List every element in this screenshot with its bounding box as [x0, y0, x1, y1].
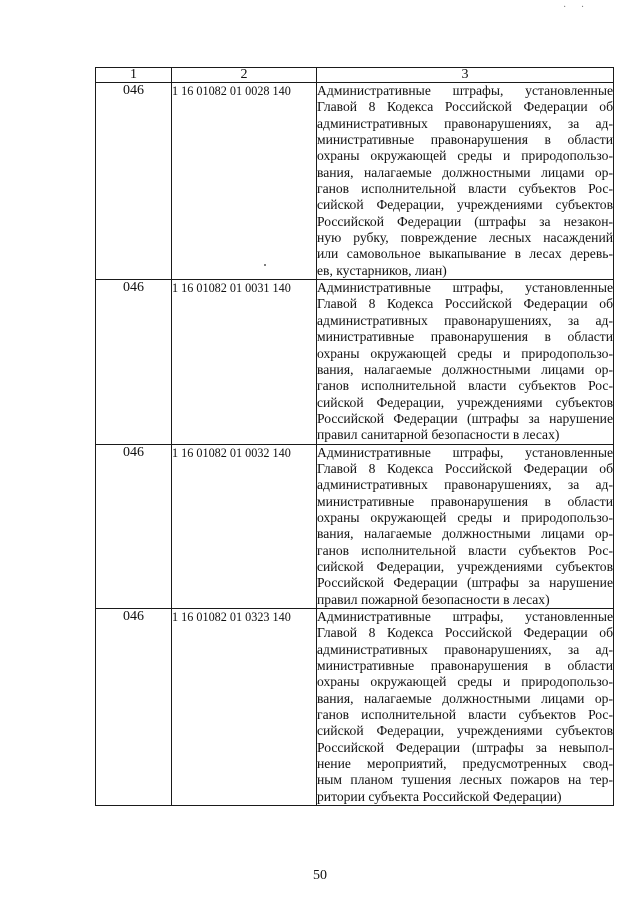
table-row	[96, 444, 614, 608]
description-line: сийской Федерации, учреждениями субъектов	[317, 394, 613, 410]
description-line: ганов исполнительной власти субъектов Рос-	[317, 542, 613, 558]
description-line: сийской Федерации, учреждениями субъектов	[317, 558, 613, 574]
description-line: Административные штрафы, установленные	[317, 83, 613, 98]
description-line: правил санитарной безопасности в лесах)	[317, 427, 560, 443]
description-line: ев, кустарников, лиан)	[317, 262, 447, 278]
description-line: Главой 8 Кодекса Российской Федерации об	[317, 460, 613, 476]
budget-code-cell: 1 16 01082 01 0031 140	[172, 280, 317, 444]
description-line: охраны окружающей среды и природопользо-	[317, 674, 613, 690]
description-line: вания, налагаемые должностными лицами ор-	[317, 690, 613, 706]
budget-code-cell: 1 16 01082 01 0032 140	[172, 444, 317, 608]
description-line: Административные штрафы, установленные	[317, 280, 613, 296]
table-header-row	[96, 68, 614, 83]
description-line: Главой 8 Кодекса Российской Федерации об	[317, 625, 613, 641]
description-line: охраны окружающей среды и природопользо-	[317, 345, 613, 361]
description-line: или самовольное выкапывание в лесах деревь-	[317, 246, 613, 262]
admin-code-cell: 046	[96, 444, 172, 608]
description-line: ритории субъекта Российской Федерации)	[317, 788, 562, 804]
description-cell	[317, 280, 614, 444]
admin-code-cell: 046	[96, 83, 172, 280]
description-line: нение мероприятий, предусмотренных свод-	[317, 756, 613, 772]
description-line: Административные штрафы, установленные	[317, 444, 613, 460]
description-line: ганов исполнительной власти субъектов Рос-	[317, 707, 613, 723]
header-col-2: 2	[172, 68, 317, 83]
description-line: Административные штрафы, установленные	[317, 609, 613, 624]
description-cell	[317, 609, 614, 806]
table-row	[96, 280, 614, 444]
description-line: вания, налагаемые должностными лицами ор-	[317, 361, 613, 377]
admin-code-cell: 046	[96, 609, 172, 806]
page-number: 50	[313, 868, 327, 883]
header-col-3: 3	[317, 68, 614, 83]
description-line: Главой 8 Кодекса Российской Федерации об	[317, 296, 613, 312]
description-line: сийской Федерации, учреждениями субъектов	[317, 723, 613, 739]
budget-code-cell: 1 16 01082 01 0323 140	[172, 609, 317, 806]
description-line: административных правонарушениях, за ад-	[317, 641, 613, 657]
budget-codes-table	[95, 67, 614, 806]
table-row	[96, 83, 614, 280]
description-line: министративные правонарушения в области	[317, 132, 613, 148]
description-line: ганов исполнительной власти субъектов Рос-	[317, 181, 613, 197]
description-cell	[317, 444, 614, 608]
description-line: ным планом тушения лесных пожаров на тер-	[317, 772, 613, 788]
description-line: Российской Федерации (штрафы за незакон-	[317, 213, 613, 229]
table-row	[96, 609, 614, 806]
description-line: ную рубку, повреждение лесных насаждений	[317, 230, 613, 246]
description-line: правил пожарной безопасности в лесах)	[317, 591, 550, 607]
description-line: ганов исполнительной власти субъектов Рос-	[317, 378, 613, 394]
description-line: охраны окружающей среды и природопользо-	[317, 148, 613, 164]
description-cell	[317, 83, 614, 280]
description-line: министративные правонарушения в области	[317, 493, 613, 509]
description-line: Главой 8 Кодекса Российской Федерации об	[317, 99, 613, 115]
description-line: административных правонарушениях, за ад-	[317, 312, 613, 328]
description-line: Российской Федерации (штрафы за невыпол-	[317, 739, 613, 755]
description-line: Российской Федерации (штрафы за нарушение	[317, 410, 613, 426]
description-line: сийской Федерации, учреждениями субъектов	[317, 197, 613, 213]
description-line: вания, налагаемые должностными лицами ор-	[317, 164, 613, 180]
description-line: министративные правонарушения в области	[317, 658, 613, 674]
header-col-1: 1	[96, 68, 172, 83]
corner-scan-marks: · ·	[563, 2, 591, 13]
description-line: охраны окружающей среды и природопользо-	[317, 509, 613, 525]
budget-code-cell: 1 16 01082 01 0028 140	[172, 83, 317, 280]
description-line: административных правонарушениях, за ад-	[317, 477, 613, 493]
description-line: Российской Федерации (штрафы за нарушение	[317, 575, 613, 591]
admin-code-cell: 046	[96, 280, 172, 444]
description-line: административных правонарушениях, за ад-	[317, 115, 613, 131]
description-line: вания, налагаемые должностными лицами ор-	[317, 526, 613, 542]
description-line: министративные правонарушения в области	[317, 329, 613, 345]
